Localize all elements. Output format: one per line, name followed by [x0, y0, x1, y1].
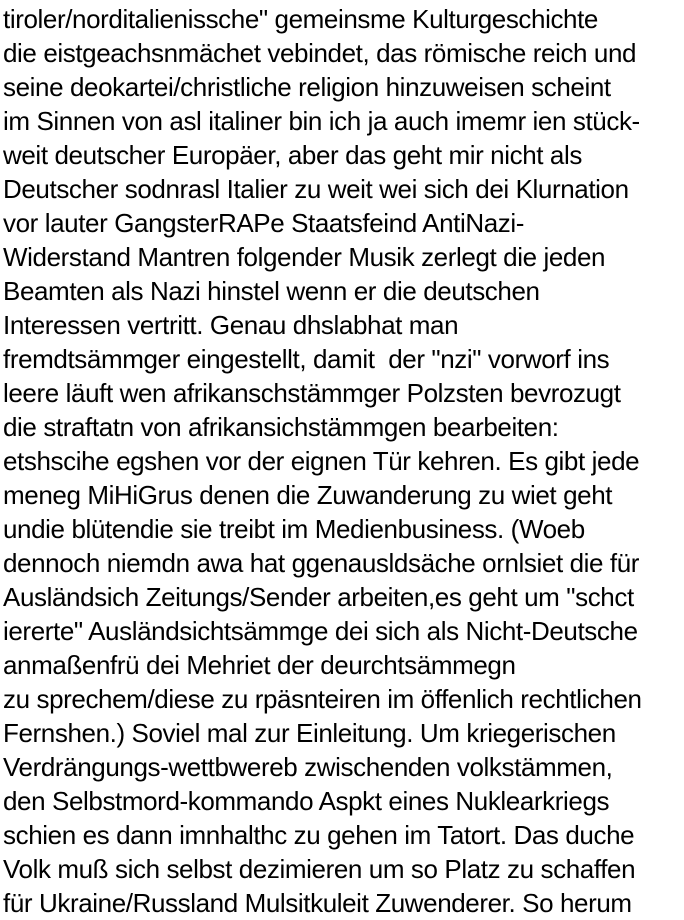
text-line: weit deutscher Europäer, aber das geht mir nicht als	[3, 140, 582, 170]
text-line: Interessen vertritt. Genau dhslabhat man	[3, 310, 459, 340]
text-line: Beamten als Nazi hinstel wenn er die deutschen	[3, 276, 540, 306]
text-line: fremdtsämmger eingestellt, damit der "nzi" vorworf ins	[3, 344, 610, 374]
text-line: leere läuft wen afrikanschstämmger Polzsten bevrozugt	[3, 378, 621, 408]
text-line: etshscihe egshen vor der eignen Tür kehren. Es gibt jede	[3, 446, 640, 476]
text-line: undie blütendie sie treibt im Medienbusiness. (Woeb	[3, 514, 585, 544]
text-line: dennoch niemdn awa hat ggenausldsäche ornlsiet die für	[3, 548, 640, 578]
text-line: Verdrängungs-wettbwereb zwischenden volkstämmen,	[3, 752, 613, 782]
text-line: für Ukraine/Russland Mulsitkuleit Zuwenderer. So herum	[3, 888, 632, 918]
text-line: den Selbstmord-kommando Aspkt eines Nuklearkriegs	[3, 786, 610, 816]
text-line: seine deokartei/christliche religion hinzuweisen scheint	[3, 72, 611, 102]
text-line: anmaßenfrü dei Mehriet der deurchtsämmegn	[3, 650, 516, 680]
text-line: die straftatn von afrikansichstämmgen bearbeiten:	[3, 412, 559, 442]
text-line: meneg MiHiGrus denen die Zuwanderung zu wiet geht	[3, 480, 613, 510]
text-line: vor lauter GangsterRAPe Staatsfeind AntiNazi-	[3, 208, 525, 238]
text-line: zu sprechem/diese zu rpäsnteiren im öffenlich rechtlichen	[3, 684, 642, 714]
text-line: Volk muß sich selbst dezimieren um so Platz zu schaffen	[3, 854, 636, 884]
text-line: Ausländsich Zeitungs/Sender arbeiten,es geht um "schct	[3, 582, 634, 612]
text-line: im Sinnen von asl italiner bin ich ja auch imemr ien stück-	[3, 106, 640, 136]
text-line: Deutscher sodnrasl Italier zu weit wei sich dei Klurnation	[3, 174, 629, 204]
text-line: iererte" Ausländsichtsämmge dei sich als Nicht-Deutsche	[3, 616, 638, 646]
text-line: tiroler/norditalienissche" gemeinsme Kulturgeschichte	[3, 4, 598, 34]
text-line: Widerstand Mantren folgender Musik zerlegt die jeden	[3, 242, 606, 272]
text-line: schien es dann imnhalthc zu gehen im Tatort. Das duche	[3, 820, 635, 850]
text-line: Fernshen.) Soviel mal zur Einleitung. Um kriegerischen	[3, 718, 616, 748]
text-line: die eistgeachsnmächet vebindet, das römische reich und	[3, 38, 637, 68]
